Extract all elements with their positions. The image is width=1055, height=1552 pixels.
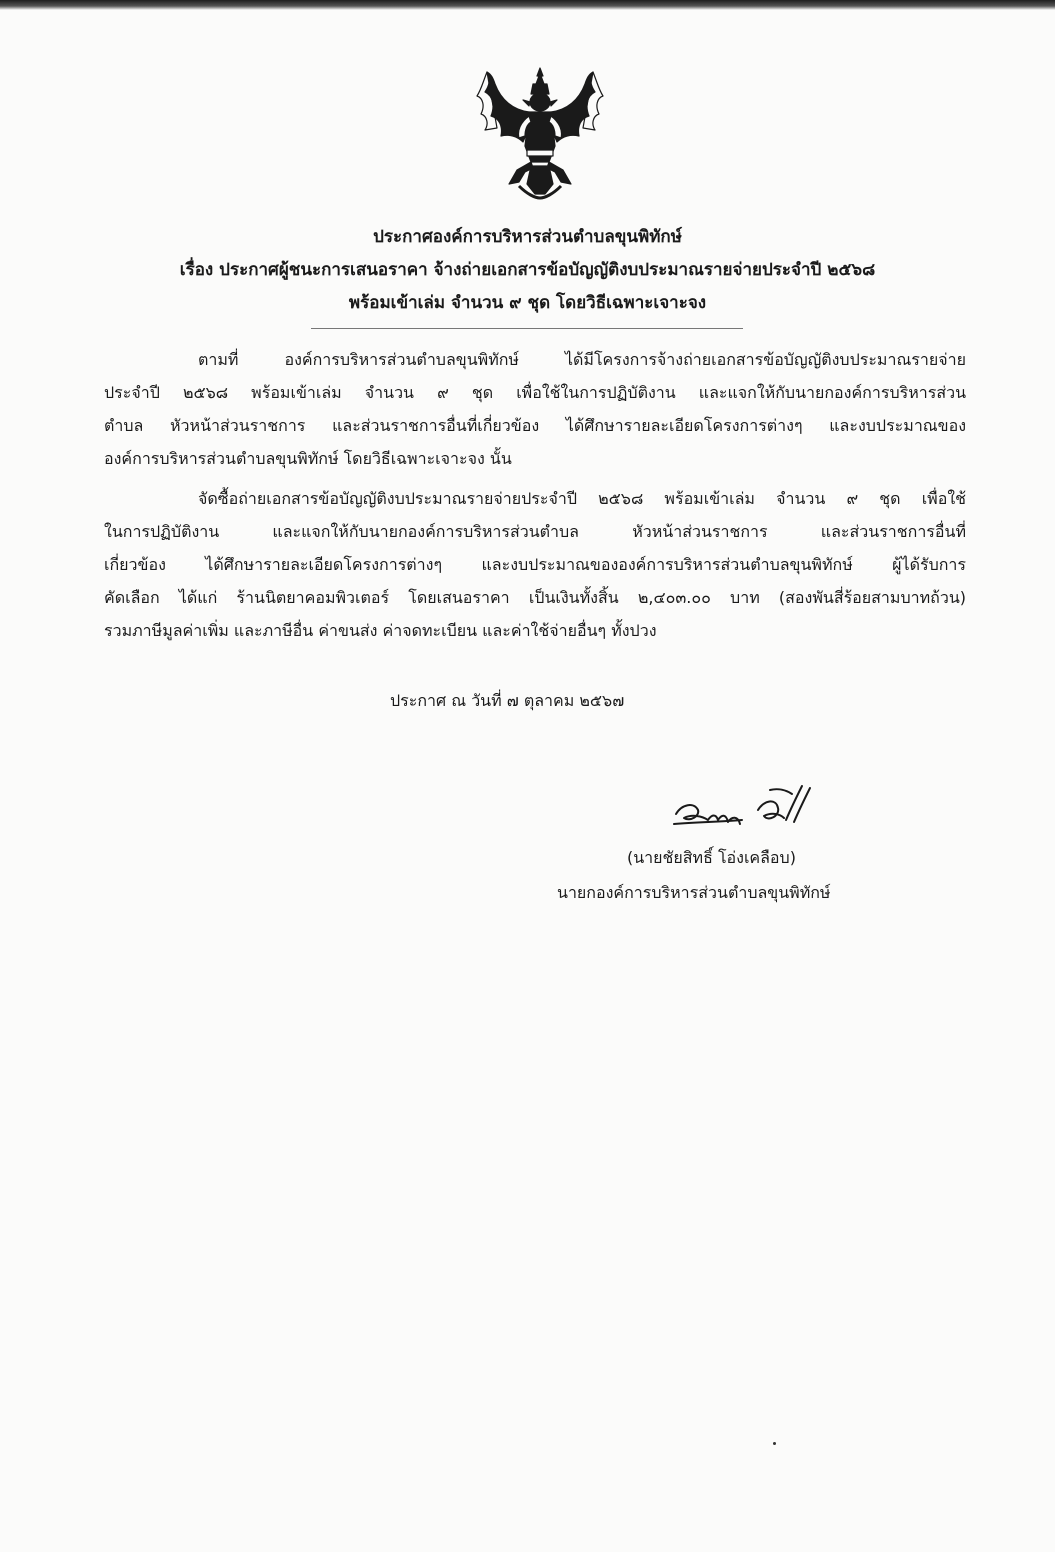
signer-name: (นายชัยสิทธิ์ โอ่งเคลือบ)	[627, 848, 796, 867]
body-paragraph-2	[104, 482, 966, 647]
paragraph-line: จัดซื้อถ่ายเอกสารข้อบัญญัติงบประมาณรายจ่ายประจำปี ๒๕๖๘ พร้อมเข้าเล่ม จำนวน ๙ ชุด เพื่อใช้	[198, 489, 966, 508]
paragraph-line: องค์การบริหารส่วนตำบลขุนพิทักษ์ โดยวิธีเฉพาะเจาะจง นั้น	[104, 449, 512, 468]
paragraph-line: รวมภาษีมูลค่าเพิ่ม และภาษีอื่น ค่าขนส่ง ค่าจดทะเบียน และค่าใช้จ่ายอื่นๆ ทั้งปวง	[104, 621, 657, 640]
scan-edge-shadow	[0, 0, 1055, 10]
signer-title: นายกองค์การบริหารส่วนตำบลขุนพิทักษ์	[557, 883, 831, 902]
announcement-subject-continued: พร้อมเข้าเล่ม จำนวน ๙ ชุด โดยวิธีเฉพาะเจาะจง	[348, 293, 707, 313]
paragraph-line: ในการปฏิบัติงาน และแจกให้กับนายกองค์การบริหารส่วนตำบล หัวหน้าส่วนราชการ และส่วนราชการอื่นที่	[104, 522, 966, 541]
announcement-date: ประกาศ ณ วันที่ ๗ ตุลาคม ๒๕๖๗	[390, 691, 625, 710]
header-divider	[311, 328, 743, 329]
scan-speck	[773, 1442, 776, 1445]
announcement-subject: เรื่อง ประกาศผู้ชนะการเสนอราคา จ้างถ่ายเอกสารข้อบัญญัติงบประมาณรายจ่ายประจำปี ๒๕๖๘	[179, 260, 876, 280]
paragraph-line: ตำบล หัวหน้าส่วนราชการ และส่วนราชการอื่นที่เกี่ยวข้อง ได้ศึกษารายละเอียดโครงการต่างๆ และงบประมาณของ	[104, 416, 966, 435]
paragraph-line: เกี่ยวข้อง ได้ศึกษารายละเอียดโครงการต่างๆ และงบประมาณขององค์การบริหารส่วนตำบลขุนพิทักษ์ ผู้ได้รับการ	[104, 555, 966, 574]
paragraph-line: ตามที่ องค์การบริหารส่วนตำบลขุนพิทักษ์ ได้มีโครงการจ้างถ่ายเอกสารข้อบัญญัติงบประมาณรายจ่าย	[198, 350, 966, 369]
paragraph-line: ประจำปี ๒๕๖๘ พร้อมเข้าเล่ม จำนวน ๙ ชุด เพื่อใช้ในการปฏิบัติงาน และแจกให้กับนายกองค์การบริหารส่วน	[104, 383, 966, 402]
paragraph-line: คัดเลือก ได้แก่ ร้านนิตยาคอมพิวเตอร์ โดยเสนอราคา เป็นเงินทั้งสิ้น ๒,๔๐๓.๐๐ บาท (สองพันสี่ร้อยสามบาทถ้วน)	[104, 588, 966, 607]
garuda-emblem-icon	[473, 66, 607, 200]
handwritten-signature-icon	[668, 780, 838, 840]
announcement-title: ประกาศองค์การบริหารส่วนตำบลขุนพิทักษ์	[373, 227, 682, 247]
body-paragraph-1	[104, 343, 966, 475]
